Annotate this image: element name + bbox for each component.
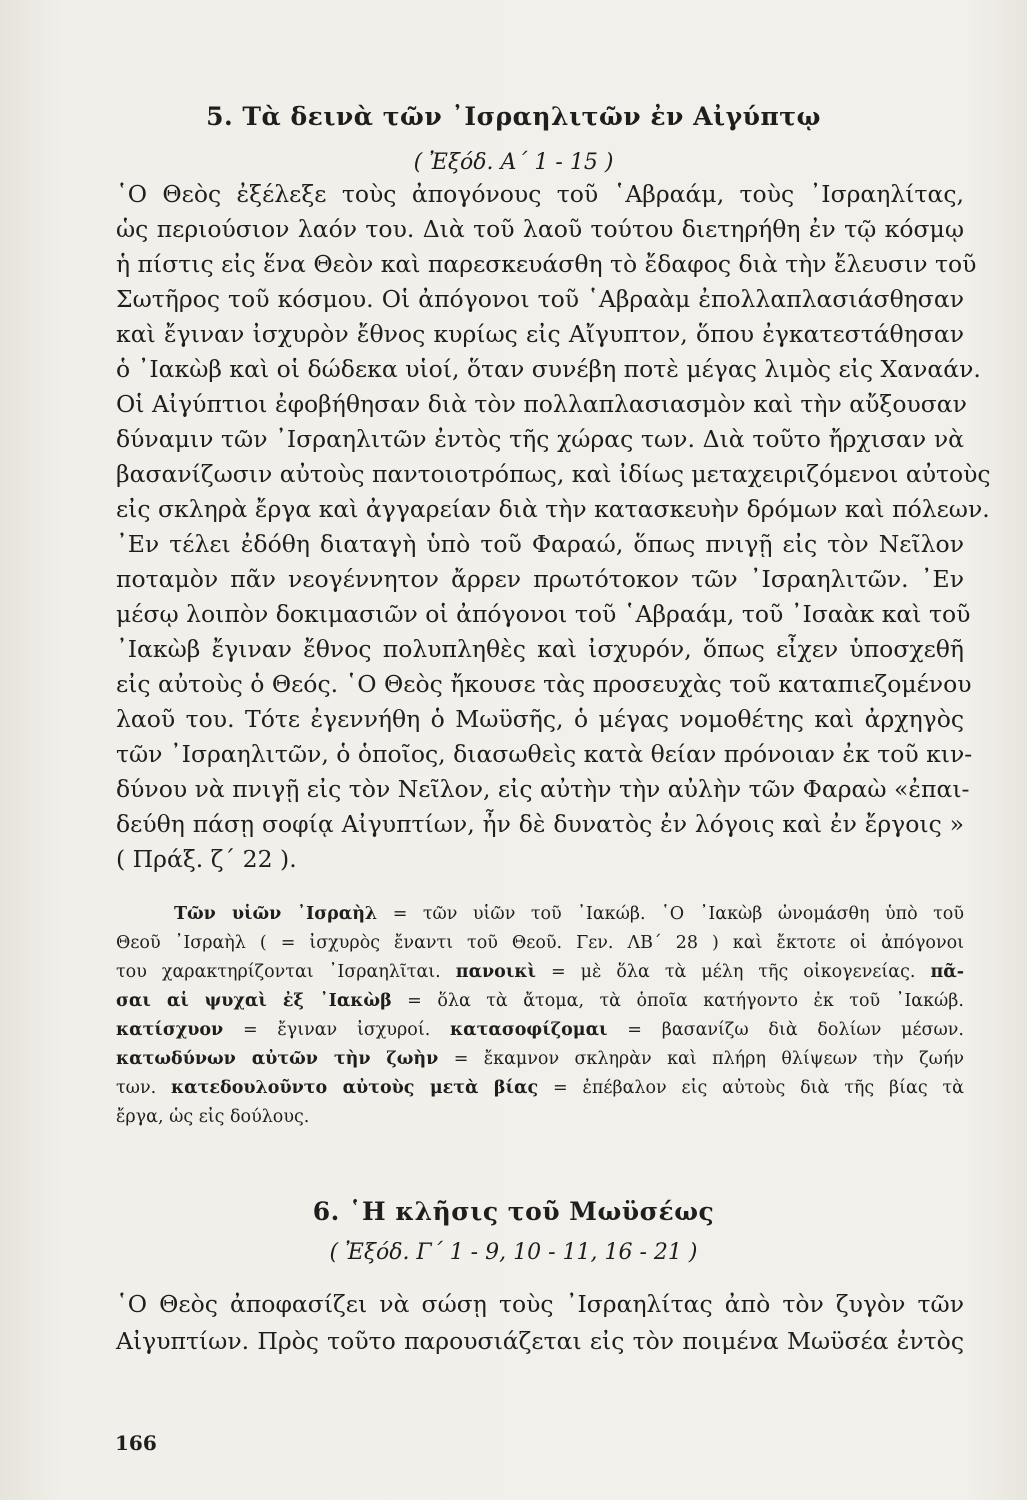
note-line [116,1020,964,1040]
text-line: ῾Ο Θεὸς ἀποφασίζει νὰ σώσῃ τοὺς ᾿Ισραηλίτας ἀπὸ τὸν ζυγὸν τῶν [116,1290,964,1318]
note-term: κατασοφίζομαι [450,1020,608,1040]
note-term: σαι αἱ ψυχαὶ ἐξ ᾿Ιακὼβ [116,991,392,1011]
text-line: δύναμιν τῶν ᾿Ισραηλιτῶν ἐντὸς τῆς χώρας των. Διὰ τοῦτο ἤρχισαν νὰ [116,425,964,453]
text-line: βασανίζωσιν αὐτοὺς παντοιοτρόπως, καὶ ἰδίως μεταχειριζόμενοι αὐτοὺς [116,460,991,488]
note-line [116,991,964,1011]
section-5-heading: 5. Τὰ δεινὰ τῶν ᾿Ισραηλιτῶν ἐν Αἰγύπτῳ [206,102,821,131]
text-line: δύνου νὰ πνιγῇ εἰς τὸν Νεῖλον, εἰς αὐτὴν τὴν αὐλὴν τῶν Φαραὼ «ἐπαι- [116,775,970,803]
text-line: ῾Ο Θεὸς ἐξέλεξε τοὺς ἀπογόνους τοῦ ῾Αβραάμ, τοὺς ᾿Ισραηλίτας, [116,180,964,208]
note-term: πανοικὶ [455,962,536,982]
note-term: πᾶ- [930,962,965,982]
text-line: ἡ πίστις εἰς ἕνα Θεὸν καὶ παρεσκευάσθη τὸ ἔδαφος διὰ τὴν ἔλευσιν τοῦ [116,250,977,278]
page-number: 166 [115,1431,157,1455]
text-line: ᾿Ιακὼβ ἔγιναν ἔθνος πολυπληθὲς καὶ ἰσχυρόν, ὅπως εἶχεν ὑποσχεθῆ [116,635,964,663]
section-6-reference: ( Ἐξόδ. Γ΄ 1 - 9, 10 - 11, 16 - 21 ) [329,1240,698,1265]
text-line: ὁ ᾿Ιακὼβ καὶ οἱ δώδεκα υἱοί, ὅταν συνέβη ποτὲ μέγας λιμὸς εἰς Χαναάν. [116,355,981,383]
note-line [116,962,964,982]
note-text: = ἐπέβαλον εἰς αὐτοὺς διὰ τῆς βίας τὰ [553,1078,964,1098]
text-line: εἰς αὐτοὺς ὁ Θεός. ῾Ο Θεὸς ἤκουσε τὰς προσευχὰς τοῦ καταπιεζομένου [116,670,972,698]
text-line: Σωτῆρος τοῦ κόσμου. Οἱ ἀπόγονοι τοῦ ῾Αβραὰμ ἐπολλαπλασιάσθησαν [116,285,964,313]
note-line: Θεοῦ ᾿Ισραὴλ ( = ἰσχυρὸς ἔναντι τοῦ Θεοῦ. Γεν. ΛΒ΄ 28 ) καὶ ἔκτοτε οἱ ἀπόγονοι [116,933,964,953]
text-line: Οἱ Αἰγύπτιοι ἐφοβήθησαν διὰ τὸν πολλαπλασιασμὸν καὶ τὴν αὔξουσαν [116,390,967,418]
note-text: του χαρακτηρίζονται ᾿Ισραηλῖται. [116,962,441,982]
section-6-heading: 6. ῾Η κλῆσις τοῦ Μωϋσέως [312,1197,715,1226]
note-text: = μὲ ὅλα τὰ μέλη τῆς οἰκογενείας. [550,962,916,982]
note-text: = τῶν υἱῶν τοῦ ᾿Ιακώβ. ῾Ο ᾿Ιακὼβ ὠνομάσθη ὑπὸ τοῦ [392,904,964,924]
text-line: μέσῳ λοιπὸν δοκιμασιῶν οἱ ἀπόγονοι τοῦ ῾Αβραάμ, τοῦ ᾿Ισαὰκ καὶ τοῦ [116,600,971,628]
note-text: = ὅλα τὰ ἄτομα, τὰ ὁποῖα κατήγοντο ἐκ τοῦ ᾿Ιακώβ. [407,991,964,1011]
text-line: ὡς περιούσιον λαόν του. Διὰ τοῦ λαοῦ τούτου διετηρήθη ἐν τῷ κόσμῳ [116,215,964,243]
text-line: Αἰγυπτίων. Πρὸς τοῦτο παρουσιάζεται εἰς τὸν ποιμένα Μωϋσέα ἐντὸς [116,1327,964,1355]
note-line [116,904,964,924]
text-line: δεύθη πάσῃ σοφίᾳ Αἰγυπτίων, ἦν δὲ δυνατὸς ἐν λόγοις καὶ ἐν ἔργοις » [116,810,964,838]
text-line: τῶν ᾿Ισραηλιτῶν, ὁ ὁποῖος, διασωθεὶς κατὰ θείαν πρόνοιαν ἐκ τοῦ κιν- [116,740,973,768]
note-line [116,1049,964,1069]
note-term: κατωδύνων αὐτῶν τὴν ζωὴν [116,1049,439,1069]
note-text: των. [116,1078,157,1098]
note-term: Τῶν υἱῶν ᾿Ισραὴλ [174,904,378,924]
note-term: κατεδουλοῦντο αὐτοὺς μετὰ βίας [171,1078,539,1098]
text-line: λαοῦ του. Τότε ἐγεννήθη ὁ Μωϋσῆς, ὁ μέγας νομοθέτης καὶ ἀρχηγὸς [116,705,964,733]
text-line: ᾿Εν τέλει ἐδόθη διαταγὴ ὑπὸ τοῦ Φαραώ, ὅπως πνιγῇ εἰς τὸν Νεῖλον [116,530,964,558]
note-text: = βασανίζω διὰ δολίων μέσων. [627,1020,964,1040]
text-line: ( Πράξ. ζ΄ 22 ). [116,845,297,873]
text-line: ποταμὸν πᾶν νεογέννητον ἄρρεν πρωτότοκον τῶν ᾿Ισραηλιτῶν. ᾿Εν [116,565,964,593]
note-line: ἔργα, ὡς εἰς δούλους. [116,1107,310,1127]
note-text: = ἔγιναν ἰσχυροί. [242,1020,431,1040]
note-text: = ἔκαμνον σκληρὰν καὶ πλήρη θλίψεων τὴν ζωήν [453,1049,964,1069]
text-line: εἰς σκληρὰ ἔργα καὶ ἀγγαρείαν διὰ τὴν κατασκευὴν δρόμων καὶ πόλεων. [116,495,990,523]
note-term: κατίσχυον [116,1020,224,1040]
section-5-reference: ( Ἐξόδ. Α΄ 1 - 15 ) [413,150,614,175]
text-line: καὶ ἔγιναν ἰσχυρὸν ἔθνος κυρίως εἰς Αἴγυπτον, ὅπου ἐγκατεστάθησαν [116,320,964,348]
note-line [116,1078,964,1098]
